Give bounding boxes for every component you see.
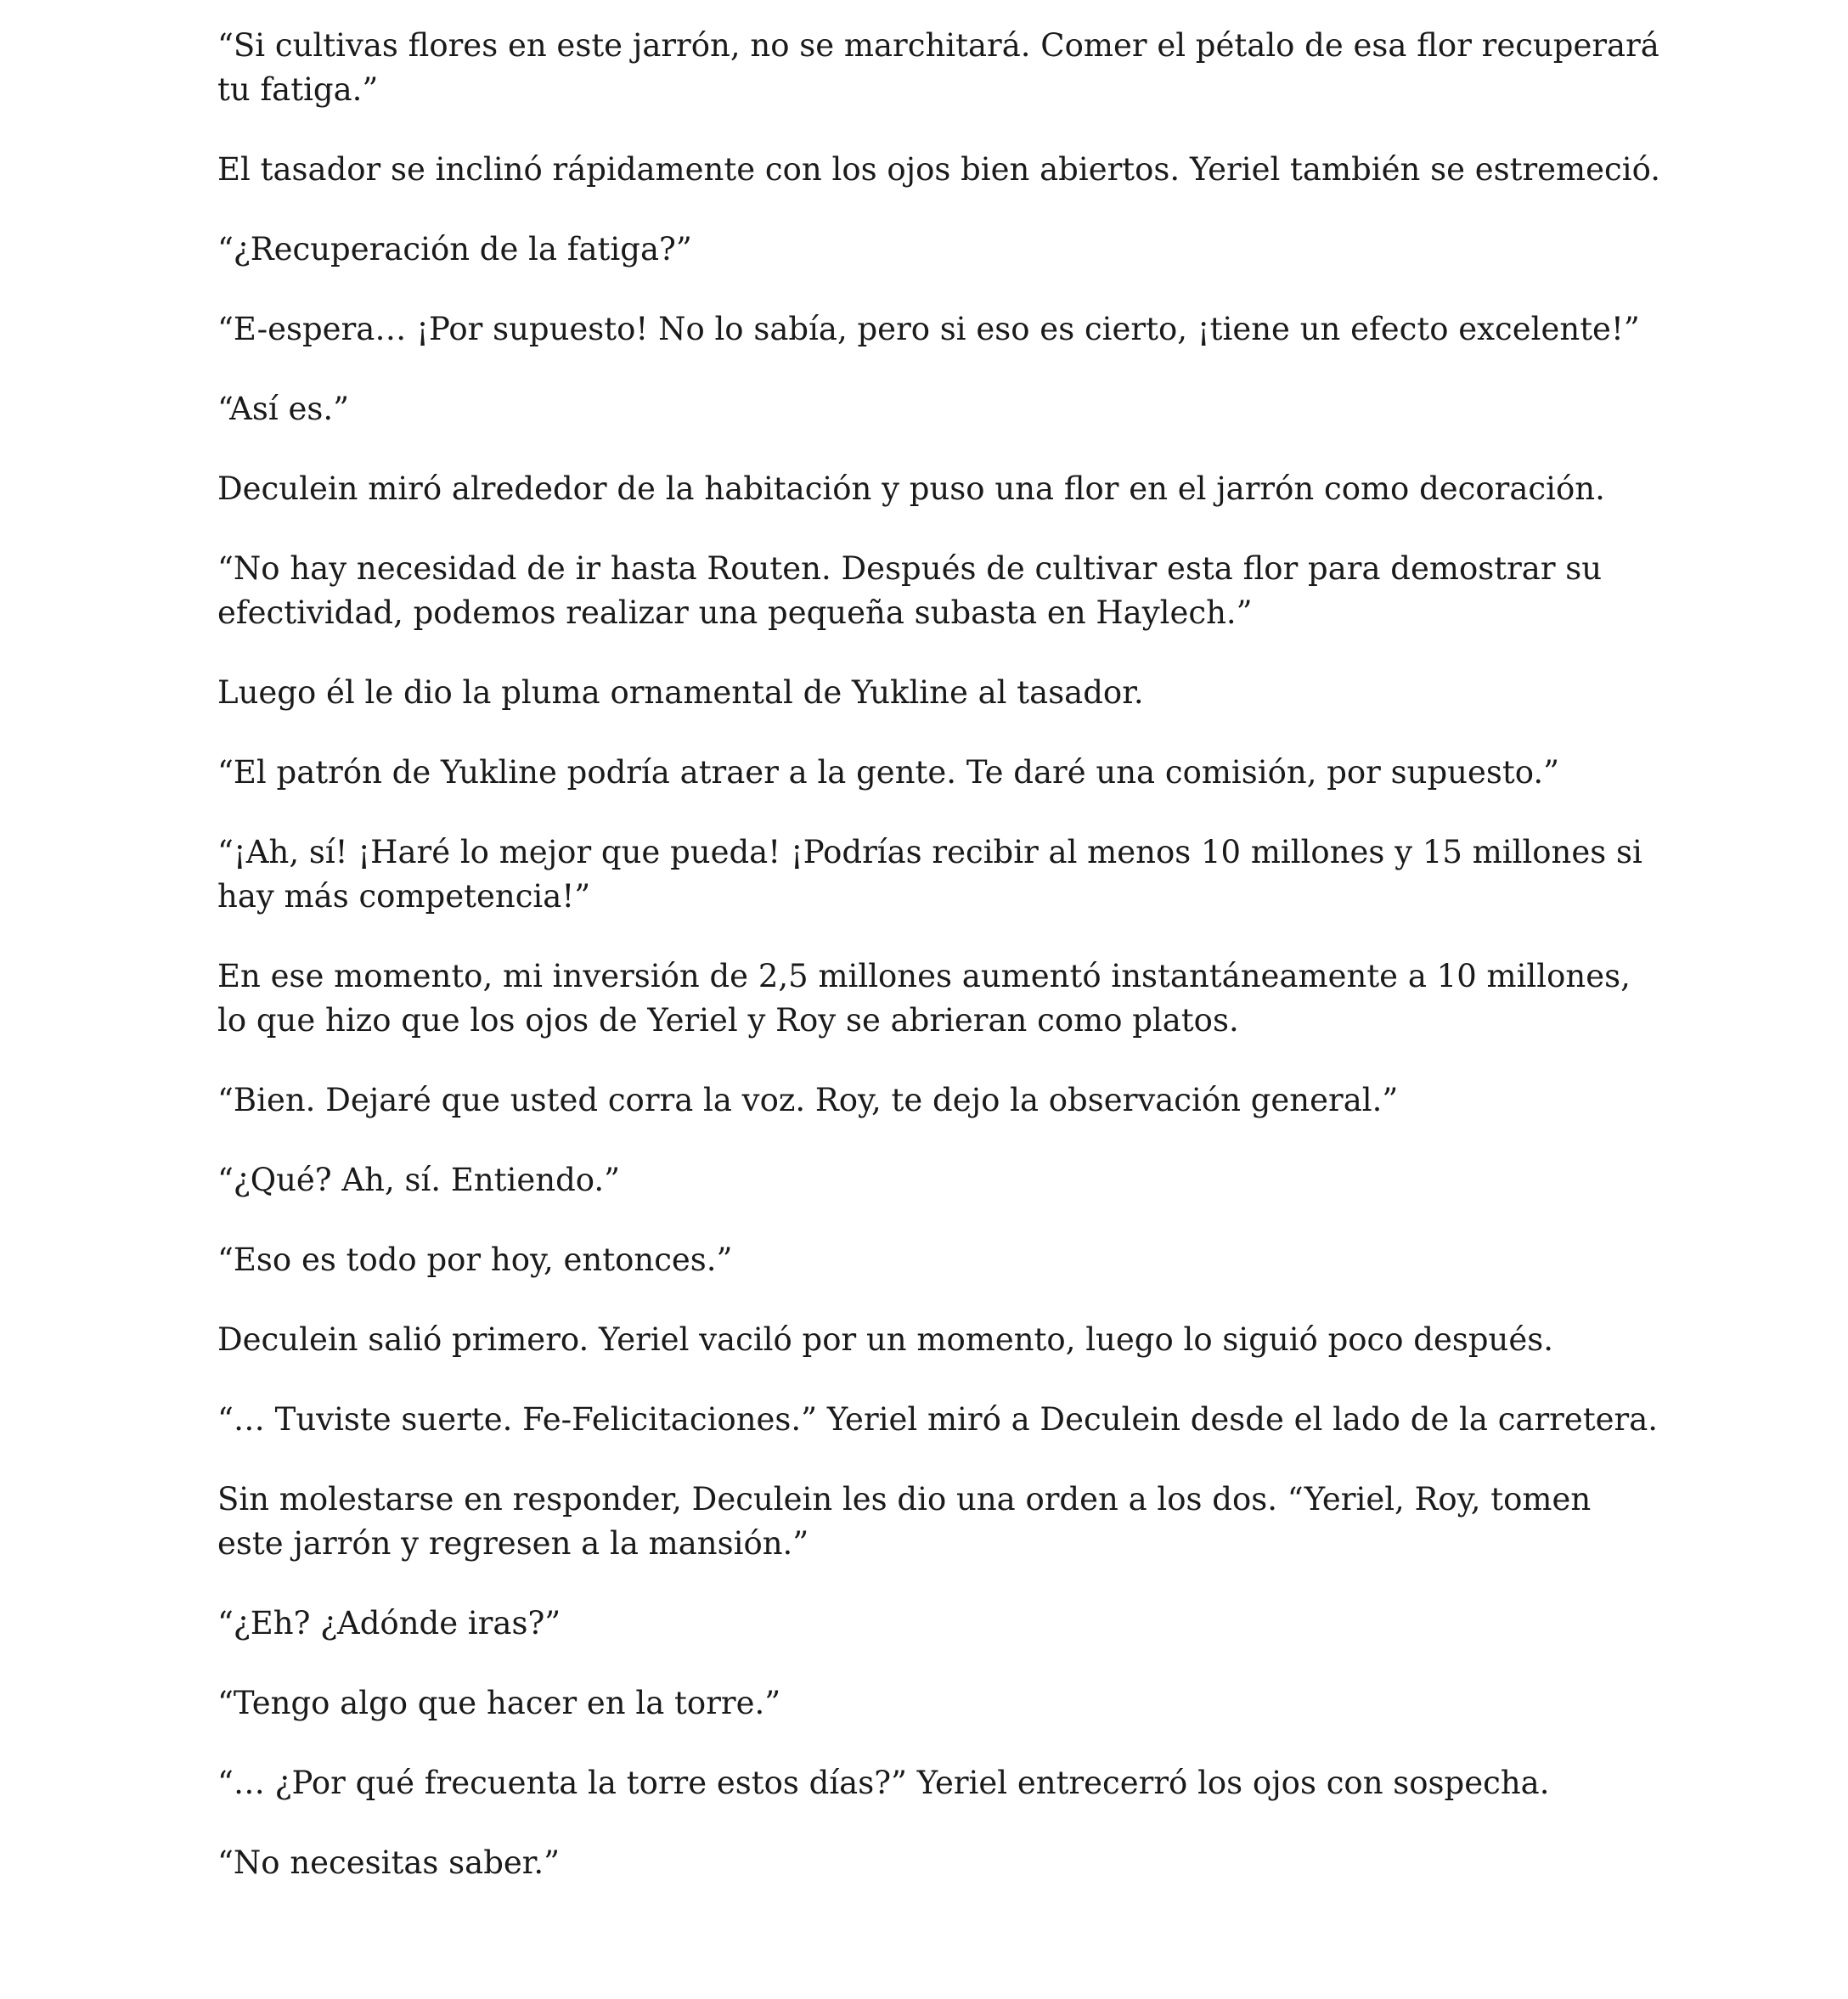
paragraph: “Así es.” <box>217 391 350 427</box>
document-page <box>217 24 1661 1921</box>
paragraph: “No hay necesidad de ir hasta Routen. Después de cultivar esta flor para demostrar su efectividad, podemos realizar una pequeña subasta en Haylech.” <box>217 550 1603 631</box>
paragraph: “¿Recuperación de la fatiga?” <box>217 231 692 267</box>
paragraph: Sin molestarse en responder, Deculein les dio una orden a los dos. “Yeriel, Roy, tomen este jarrón y regresen a la mansión.” <box>217 1481 1592 1562</box>
paragraph: “¡Ah, sí! ¡Haré lo mejor que pueda! ¡Podrías recibir al menos 10 millones y 15 millones si hay más competencia!” <box>217 834 1642 915</box>
paragraph: El tasador se inclinó rápidamente con los ojos bien abiertos. Yeriel también se estremeció. <box>217 151 1660 188</box>
paragraph: “… Tuviste suerte. Fe-Felicitaciones.” Yeriel miró a Deculein desde el lado de la carretera. <box>217 1401 1659 1438</box>
paragraph: “El patrón de Yukline podría atraer a la gente. Te daré una comisión, por supuesto.” <box>217 754 1560 791</box>
paragraph: En ese momento, mi inversión de 2,5 millones aumentó instantáneamente a 10 millones, lo que hizo que los ojos de Yeriel y Roy se abrieran como platos. <box>217 958 1631 1039</box>
paragraph: “E-espera… ¡Por supuesto! No lo sabía, pero si eso es cierto, ¡tiene un efecto excelente!” <box>217 311 1640 347</box>
paragraph: Deculein salió primero. Yeriel vaciló por un momento, luego lo siguió poco después. <box>217 1321 1554 1358</box>
paragraph: “No necesitas saber.” <box>217 1844 561 1881</box>
paragraph: “Eso es todo por hoy, entonces.” <box>217 1242 733 1278</box>
paragraph: “Si cultivas flores en este jarrón, no se marchitará. Comer el pétalo de esa flor recuperará tu fatiga.” <box>217 27 1659 108</box>
paragraph: Luego él le dio la pluma ornamental de Yukline al tasador. <box>217 674 1144 711</box>
paragraph: “¿Eh? ¿Adónde iras?” <box>217 1605 561 1641</box>
paragraph: “Bien. Dejaré que usted corra la voz. Roy, te dejo la observación general.” <box>217 1082 1399 1118</box>
paragraph: “¿Qué? Ah, sí. Entiendo.” <box>217 1162 621 1198</box>
paragraph: Deculein miró alrededor de la habitación y puso una flor en el jarrón como decoración. <box>217 470 1605 507</box>
paragraph: “Tengo algo que hacer en la torre.” <box>217 1685 781 1721</box>
paragraph: “… ¿Por qué frecuenta la torre estos días?” Yeriel entrecerró los ojos con sospecha. <box>217 1765 1550 1801</box>
